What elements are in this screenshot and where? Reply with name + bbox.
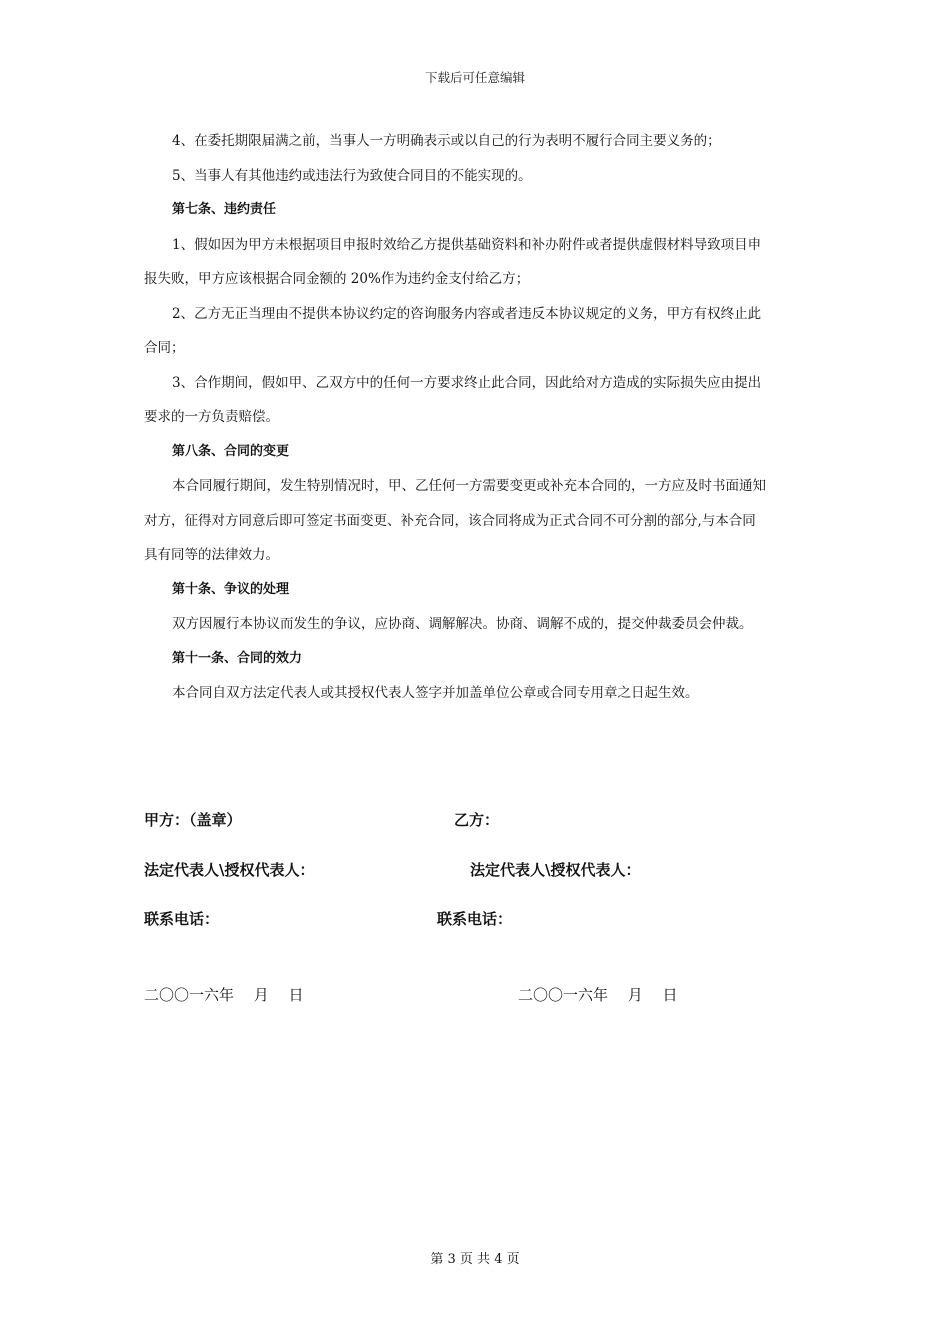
section-heading-10: 第十条、争议的处理 xyxy=(172,581,290,597)
party-a-date: 二〇〇一六年 月 日 xyxy=(144,986,304,1004)
party-b-representative-label: 法定代表人\授权代表人： xyxy=(470,861,641,879)
section-heading-8: 第八条、合同的变更 xyxy=(172,443,290,459)
party-a-label: 甲方：（盖章） xyxy=(144,811,242,829)
clause-8-line2: 对方，征得对方同意后即可签定书面变更、补充合同，该合同将成为正式合同不可分割的部分,与本合同 xyxy=(144,512,756,529)
clause-11: 本合同自双方法定代表人或其授权代表人签字并加盖单位公章或合同专用章之日起生效。 xyxy=(172,685,699,701)
section-heading-11: 第十一条、合同的效力 xyxy=(172,650,303,666)
section-heading-7: 第七条、违约责任 xyxy=(172,202,277,217)
contract-body xyxy=(144,124,810,711)
clause-7-2-line1: 2、乙方无正当理由不提供本协议约定的咨询服务内容或者违反本协议规定的义务，甲方有权终止此 xyxy=(172,305,762,322)
clause-5: 5、当事人有其他违约或违法行为致使合同目的不能实现的。 xyxy=(172,167,532,184)
party-a-representative-label: 法定代表人\授权代表人： xyxy=(144,861,315,879)
clause-7-1-line1: 1、假如因为甲方未根据项目申报时效给乙方提供基础资料和补办附件或者提供虚假材料导致项目申 xyxy=(172,236,762,253)
party-a-phone-label: 联系电话： xyxy=(144,910,220,928)
page-header: 下载后可任意编辑 xyxy=(424,70,525,85)
party-b-label: 乙方： xyxy=(454,811,500,829)
clause-10: 双方因履行本协议而发生的争议，应协商、调解解决。协商、调解不成的，提交仲裁委员会仲裁。 xyxy=(172,616,753,632)
clause-7-3-line1: 3、合作期间，假如甲、乙双方中的任何一方要求终止此合同，因此给对方造成的实际损失应由提出 xyxy=(172,374,762,391)
clause-7-1-line2: 报失败，甲方应该根据合同金额的 20%作为违约金支付给乙方； xyxy=(144,271,530,287)
page-number: 第 3 页 共 4 页 xyxy=(430,1252,520,1267)
party-b-phone-label: 联系电话： xyxy=(437,910,513,928)
clause-7-3-line2: 要求的一方负责赔偿。 xyxy=(144,409,279,425)
party-b-date: 二〇〇一六年 月 日 xyxy=(518,986,678,1004)
clause-7-2-line2: 合同； xyxy=(144,340,185,356)
clause-4: 4、在委托期限届满之前，当事人一方明确表示或以自己的行为表明不履行合同主要义务的； xyxy=(172,133,721,149)
clause-8-line3: 具有同等的法律效力。 xyxy=(144,547,279,563)
clause-8-line1: 本合同履行期间，发生特别情况时，甲、乙任何一方需要变更或补充本合同的，一方应及时书面通知 xyxy=(172,478,766,494)
